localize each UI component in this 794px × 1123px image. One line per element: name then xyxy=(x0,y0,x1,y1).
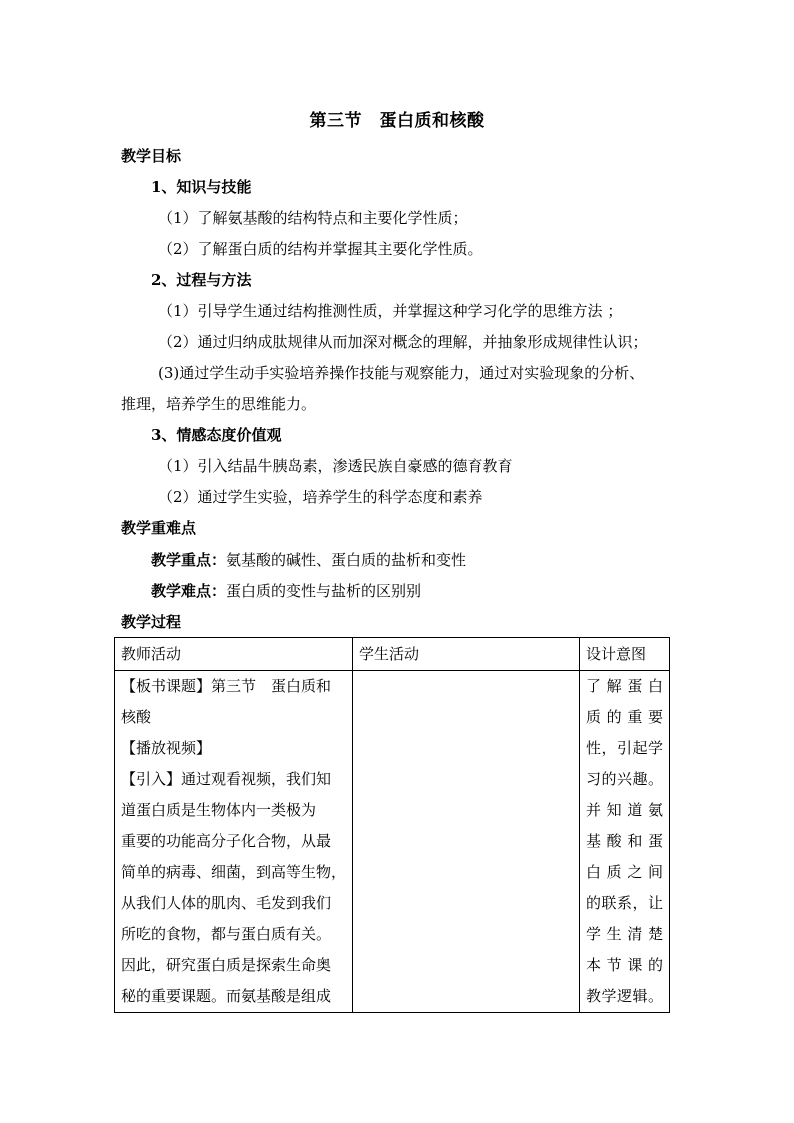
knowledge-item-1: （1）了解氨基酸的结构特点和主要化学性质； xyxy=(158,209,468,227)
difficult-point-line xyxy=(151,580,421,601)
header-design-purpose: 设计意图 xyxy=(580,638,670,671)
keypoints-heading: 教学重难点 xyxy=(121,519,197,537)
process-item-2: （2）通过归纳成肽规律从而加深对概念的理解，并抽象形成规律性认识； xyxy=(158,333,648,351)
teacher-line: 【播放视频】 xyxy=(121,739,212,757)
header-teacher-activity: 教师活动 xyxy=(115,638,353,671)
teacher-line: 秘的重要课题。而氨基酸是组成 xyxy=(121,987,332,1005)
process-item-1: （1）引导学生通过结构推测性质，并掌握这种学习化学的思维方法 ； xyxy=(158,302,623,320)
teacher-line: 【板书课题】第三节 蛋白质和 xyxy=(121,677,332,695)
purpose-line: 并知道氨 xyxy=(586,801,664,819)
teacher-line: 重要的功能高分子化合物，从最 xyxy=(121,832,332,850)
emotion-item-2: （2）通过学生实验，培养学生的科学态度和素养 xyxy=(158,488,483,506)
purpose-line: 教学逻辑。 xyxy=(586,987,664,1005)
table-row xyxy=(115,671,670,1013)
table-header-row xyxy=(115,638,670,671)
emotion-heading: 3、情感态度价值观 xyxy=(151,426,282,444)
process-heading: 2、过程与方法 xyxy=(151,271,252,289)
purpose-line: 白质之间 xyxy=(586,863,664,881)
teacher-line: 因此，研究蛋白质是探索生命奥 xyxy=(121,956,332,974)
teacher-line: 【引入】通过观看视频，我们知 xyxy=(121,770,332,788)
teacher-line: 核酸 xyxy=(121,708,152,726)
process-item-3: (3)通过学生动手实验培养操作技能与观察能力，通过对实验现象的分析、 xyxy=(158,364,645,382)
teacher-activity-cell xyxy=(115,671,353,1013)
purpose-line: 本节课的 xyxy=(586,956,664,974)
knowledge-item-2: （2）了解蛋白质的结构并掌握其主要化学性质。 xyxy=(158,240,483,258)
header-student-activity: 学生活动 xyxy=(353,638,580,671)
purpose-line: 的联系，让 xyxy=(586,894,664,912)
teacher-line: 从我们人体的肌肉、毛发到我们 xyxy=(121,894,332,912)
goals-heading: 教学目标 xyxy=(121,147,182,165)
teaching-process-table xyxy=(114,637,670,1013)
purpose-line: 性，引起学 xyxy=(586,739,664,757)
teacher-line: 简单的病毒、细菌，到高等生物， xyxy=(121,863,347,881)
emotion-item-1: （1）引入结晶牛胰岛素，渗透民族自豪感的德育教育 xyxy=(158,457,513,475)
purpose-line: 学生清楚 xyxy=(586,925,664,943)
teacher-line: 所吃的食物，都与蛋白质有关。 xyxy=(121,925,332,943)
key-text: 氨基酸的碱性、蛋白质的盐析和变性 xyxy=(226,551,467,569)
key-point-line xyxy=(151,549,466,570)
page-title: 第三节 蛋白质和核酸 xyxy=(309,111,485,131)
purpose-line: 基酸和蛋 xyxy=(586,832,664,850)
key-label: 教学重点： xyxy=(151,551,227,569)
purpose-line: 了解蛋白 xyxy=(586,677,664,695)
purpose-line: 习的兴趣。 xyxy=(586,770,664,788)
difficult-label: 教学难点： xyxy=(151,582,227,600)
process-table-heading: 教学过程 xyxy=(121,613,182,631)
student-activity-cell xyxy=(353,671,580,1013)
difficult-text: 蛋白质的变性与盐析的区别别 xyxy=(226,582,422,600)
knowledge-heading: 1、知识与技能 xyxy=(151,178,252,196)
purpose-line: 质的重要 xyxy=(586,708,664,726)
design-purpose-cell xyxy=(580,671,670,1013)
process-item-3-continued: 推理，培养学生的思维能力。 xyxy=(121,395,317,413)
teacher-line: 道蛋白质是生物体内一类极为 xyxy=(121,801,317,819)
